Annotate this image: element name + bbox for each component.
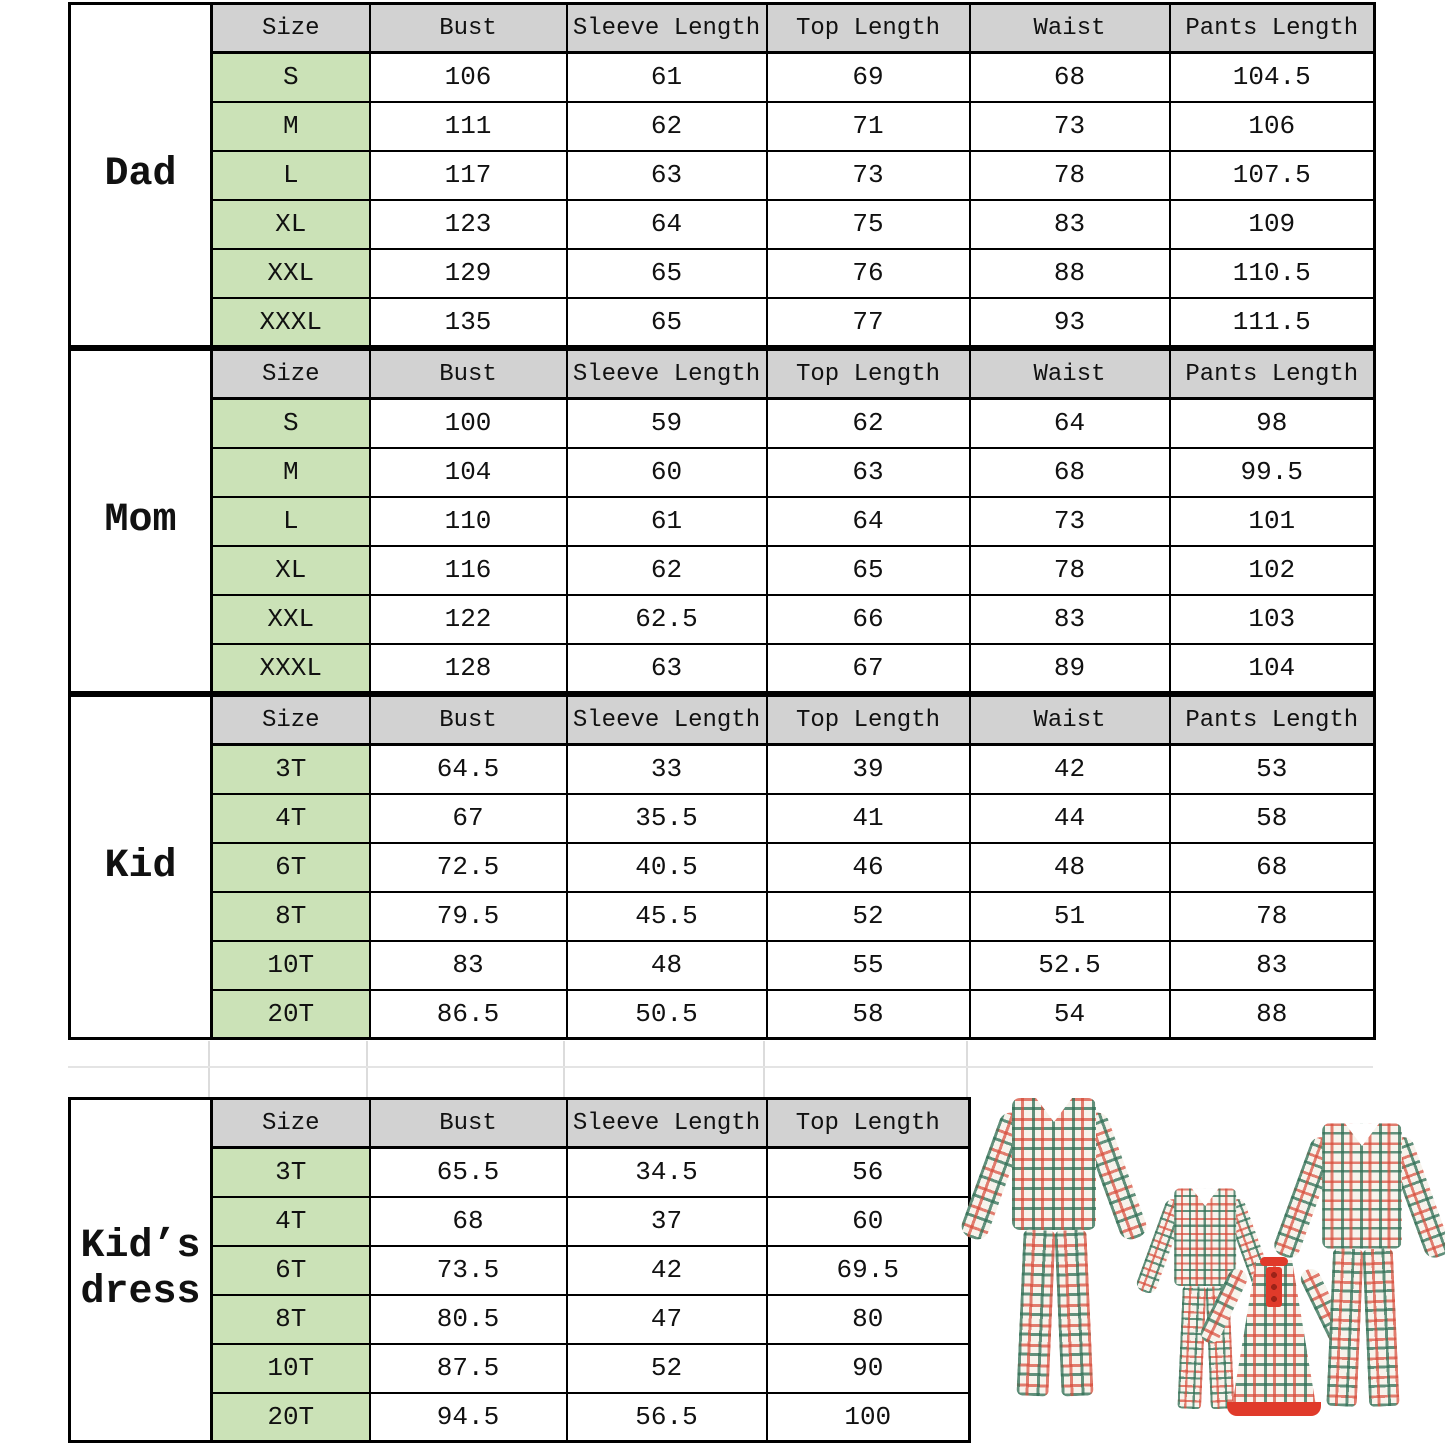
column-header: Size — [212, 350, 370, 399]
measurement-cell: 63 — [767, 448, 970, 497]
size-cell: 8T — [212, 892, 370, 941]
measurement-cell: 106 — [1170, 102, 1375, 151]
column-header: Pants Length — [1170, 696, 1375, 745]
column-header: Sleeve Length — [567, 350, 767, 399]
measurement-cell: 34.5 — [567, 1148, 767, 1197]
size-cell: 10T — [212, 1344, 370, 1393]
size-cell: 3T — [212, 1148, 370, 1197]
measurement-cell: 111 — [370, 102, 567, 151]
measurement-cell: 50.5 — [567, 990, 767, 1039]
measurement-cell: 63 — [567, 644, 767, 693]
group-label-kid: Kid — [70, 696, 212, 1039]
measurement-cell: 62 — [767, 399, 970, 448]
column-header: Size — [212, 1099, 370, 1148]
column-header: Bust — [370, 696, 567, 745]
measurement-cell: 60 — [567, 448, 767, 497]
measurement-cell: 55 — [767, 941, 970, 990]
measurement-cell: 135 — [370, 298, 567, 347]
measurement-cell: 122 — [370, 595, 567, 644]
size-cell: 10T — [212, 941, 370, 990]
table-row — [70, 990, 1375, 1039]
measurement-cell: 111.5 — [1170, 298, 1375, 347]
size-table-kid — [68, 694, 1376, 1040]
column-header: Size — [212, 4, 370, 53]
measurement-cell: 98 — [1170, 399, 1375, 448]
column-header: Sleeve Length — [567, 4, 767, 53]
size-cell: 6T — [212, 843, 370, 892]
measurement-cell: 106 — [370, 53, 567, 102]
size-cell: XXXL — [212, 298, 370, 347]
table-row — [70, 249, 1375, 298]
measurement-cell: 100 — [370, 399, 567, 448]
size-table-mom — [68, 348, 1376, 694]
table-row — [70, 399, 1375, 448]
measurement-cell: 51 — [970, 892, 1170, 941]
measurement-cell: 42 — [970, 745, 1170, 794]
size-cell: XL — [212, 200, 370, 249]
column-header: Bust — [370, 4, 567, 53]
table-row — [70, 497, 1375, 546]
measurement-cell: 58 — [767, 990, 970, 1039]
measurement-cell: 109 — [1170, 200, 1375, 249]
measurement-cell: 110 — [370, 497, 567, 546]
measurement-cell: 67 — [370, 794, 567, 843]
table-row — [70, 843, 1375, 892]
group-label-kids-dress: Kid’s dress — [70, 1099, 212, 1442]
size-cell: 4T — [212, 794, 370, 843]
gap-gridline-v — [563, 1041, 565, 1097]
measurement-cell: 71 — [767, 102, 970, 151]
measurement-cell: 94.5 — [370, 1393, 567, 1442]
measurement-cell: 56.5 — [567, 1393, 767, 1442]
table-row — [70, 595, 1375, 644]
measurement-cell: 61 — [567, 53, 767, 102]
measurement-cell: 102 — [1170, 546, 1375, 595]
table-row — [70, 892, 1375, 941]
measurement-cell: 44 — [970, 794, 1170, 843]
measurement-cell: 64 — [970, 399, 1170, 448]
measurement-cell: 35.5 — [567, 794, 767, 843]
column-header: Top Length — [767, 4, 970, 53]
measurement-cell: 83 — [970, 595, 1170, 644]
table-row — [70, 644, 1375, 693]
table-row — [70, 102, 1375, 151]
measurement-cell: 64 — [567, 200, 767, 249]
pajama-pants-leg — [1177, 1286, 1206, 1410]
measurement-cell: 79.5 — [370, 892, 567, 941]
column-header: Sleeve Length — [567, 1099, 767, 1148]
size-cell: 4T — [212, 1197, 370, 1246]
measurement-cell: 62.5 — [567, 595, 767, 644]
column-header: Bust — [370, 1099, 567, 1148]
group-label-dad: Dad — [70, 4, 212, 347]
measurement-cell: 89 — [970, 644, 1170, 693]
measurement-cell: 52 — [767, 892, 970, 941]
measurement-cell: 52.5 — [970, 941, 1170, 990]
measurement-cell: 47 — [567, 1295, 767, 1344]
table-row — [70, 941, 1375, 990]
measurement-cell: 63 — [567, 151, 767, 200]
measurement-cell: 78 — [970, 546, 1170, 595]
dad-pajama-set-illustration — [974, 1084, 1134, 1404]
group-label-mom: Mom — [70, 350, 212, 693]
pajama-pants-leg — [1362, 1248, 1399, 1407]
measurement-cell: 93 — [970, 298, 1170, 347]
measurement-cell: 88 — [970, 249, 1170, 298]
measurement-cell: 73.5 — [370, 1246, 567, 1295]
measurement-cell: 53 — [1170, 745, 1375, 794]
measurement-cell: 68 — [370, 1197, 567, 1246]
measurement-cell: 69 — [767, 53, 970, 102]
measurement-cell: 103 — [1170, 595, 1375, 644]
table-row — [70, 53, 1375, 102]
table-row — [70, 794, 1375, 843]
measurement-cell: 83 — [370, 941, 567, 990]
measurement-cell: 64 — [767, 497, 970, 546]
table-row — [70, 546, 1375, 595]
measurement-cell: 117 — [370, 151, 567, 200]
measurement-cell: 129 — [370, 249, 567, 298]
column-header: Sleeve Length — [567, 696, 767, 745]
measurement-cell: 48 — [970, 843, 1170, 892]
size-cell: S — [212, 399, 370, 448]
gap-gridline-v — [366, 1041, 368, 1097]
size-table-dad — [68, 2, 1376, 348]
size-cell: 20T — [212, 1393, 370, 1442]
table-row — [70, 151, 1375, 200]
column-header: Top Length — [767, 1099, 970, 1148]
measurement-cell: 83 — [1170, 941, 1375, 990]
column-header: Size — [212, 696, 370, 745]
gap-gridline-h — [68, 1066, 1373, 1068]
measurement-cell: 80.5 — [370, 1295, 567, 1344]
measurement-cell: 101 — [1170, 497, 1375, 546]
measurement-cell: 42 — [567, 1246, 767, 1295]
measurement-cell: 68 — [970, 53, 1170, 102]
measurement-cell: 100 — [767, 1393, 970, 1442]
column-header: Bust — [370, 350, 567, 399]
measurement-cell: 87.5 — [370, 1344, 567, 1393]
measurement-cell: 88 — [1170, 990, 1375, 1039]
measurement-cell: 46 — [767, 843, 970, 892]
measurement-cell: 78 — [1170, 892, 1375, 941]
measurement-cell: 37 — [567, 1197, 767, 1246]
size-cell: XXL — [212, 595, 370, 644]
size-cell: 20T — [212, 990, 370, 1039]
measurement-cell: 83 — [970, 200, 1170, 249]
mom-pajama-set-illustration — [1286, 1110, 1438, 1414]
measurement-cell: 80 — [767, 1295, 970, 1344]
measurement-cell: 62 — [567, 102, 767, 151]
column-header: Top Length — [767, 696, 970, 745]
measurement-cell: 64.5 — [370, 745, 567, 794]
measurement-cell: 73 — [970, 497, 1170, 546]
measurement-cell: 73 — [767, 151, 970, 200]
measurement-cell: 123 — [370, 200, 567, 249]
measurement-cell: 52 — [567, 1344, 767, 1393]
measurement-cell: 45.5 — [567, 892, 767, 941]
measurement-cell: 60 — [767, 1197, 970, 1246]
measurement-cell: 58 — [1170, 794, 1375, 843]
measurement-cell: 77 — [767, 298, 970, 347]
measurement-cell: 40.5 — [567, 843, 767, 892]
measurement-cell: 62 — [567, 546, 767, 595]
family-pajamas-illustration — [968, 1070, 1445, 1445]
measurement-cell: 110.5 — [1170, 249, 1375, 298]
measurement-cell: 65 — [567, 298, 767, 347]
measurement-cell: 39 — [767, 745, 970, 794]
measurement-cell: 66 — [767, 595, 970, 644]
measurement-cell: 69.5 — [767, 1246, 970, 1295]
measurement-cell: 68 — [970, 448, 1170, 497]
size-cell: 8T — [212, 1295, 370, 1344]
size-cell: 3T — [212, 745, 370, 794]
measurement-cell: 90 — [767, 1344, 970, 1393]
dress-button-placket — [1266, 1267, 1282, 1307]
size-cell: XXL — [212, 249, 370, 298]
column-header: Pants Length — [1170, 350, 1375, 399]
dress-neck-trim — [1260, 1257, 1288, 1266]
table-row — [70, 448, 1375, 497]
size-cell: XXXL — [212, 644, 370, 693]
column-header: Waist — [970, 350, 1170, 399]
pajama-pants-leg — [1016, 1229, 1055, 1396]
measurement-cell: 75 — [767, 200, 970, 249]
measurement-cell: 33 — [567, 745, 767, 794]
measurement-cell: 78 — [970, 151, 1170, 200]
measurement-cell: 48 — [567, 941, 767, 990]
size-cell: M — [212, 448, 370, 497]
measurement-cell: 128 — [370, 644, 567, 693]
measurement-cell: 76 — [767, 249, 970, 298]
column-header: Waist — [970, 696, 1170, 745]
gap-gridline-v — [208, 1041, 210, 1097]
measurement-cell: 65 — [767, 546, 970, 595]
gap-gridline-v — [763, 1041, 765, 1097]
measurement-cell: 116 — [370, 546, 567, 595]
size-cell: M — [212, 102, 370, 151]
size-cell: S — [212, 53, 370, 102]
measurement-cell: 104 — [370, 448, 567, 497]
measurement-cell: 67 — [767, 644, 970, 693]
measurement-cell: 54 — [970, 990, 1170, 1039]
column-header: Pants Length — [1170, 4, 1375, 53]
size-cell: L — [212, 151, 370, 200]
measurement-cell: 56 — [767, 1148, 970, 1197]
size-cell: 6T — [212, 1246, 370, 1295]
measurement-cell: 59 — [567, 399, 767, 448]
measurement-cell: 65.5 — [370, 1148, 567, 1197]
measurement-cell: 65 — [567, 249, 767, 298]
measurement-cell: 68 — [1170, 843, 1375, 892]
table-row — [70, 200, 1375, 249]
measurement-cell: 104 — [1170, 644, 1375, 693]
measurement-cell: 99.5 — [1170, 448, 1375, 497]
size-cell: XL — [212, 546, 370, 595]
measurement-cell: 72.5 — [370, 843, 567, 892]
measurement-cell: 104.5 — [1170, 53, 1375, 102]
measurement-cell: 73 — [970, 102, 1170, 151]
measurement-cell: 41 — [767, 794, 970, 843]
size-table-kids-dress — [68, 1097, 971, 1443]
size-cell: L — [212, 497, 370, 546]
pajama-pants-leg — [1326, 1248, 1363, 1407]
column-header: Waist — [970, 4, 1170, 53]
measurement-cell: 107.5 — [1170, 151, 1375, 200]
pajama-pants-leg — [1054, 1229, 1093, 1396]
measurement-cell: 61 — [567, 497, 767, 546]
measurement-cell: 86.5 — [370, 990, 567, 1039]
table-row — [70, 745, 1375, 794]
column-header: Top Length — [767, 350, 970, 399]
table-row — [70, 298, 1375, 347]
